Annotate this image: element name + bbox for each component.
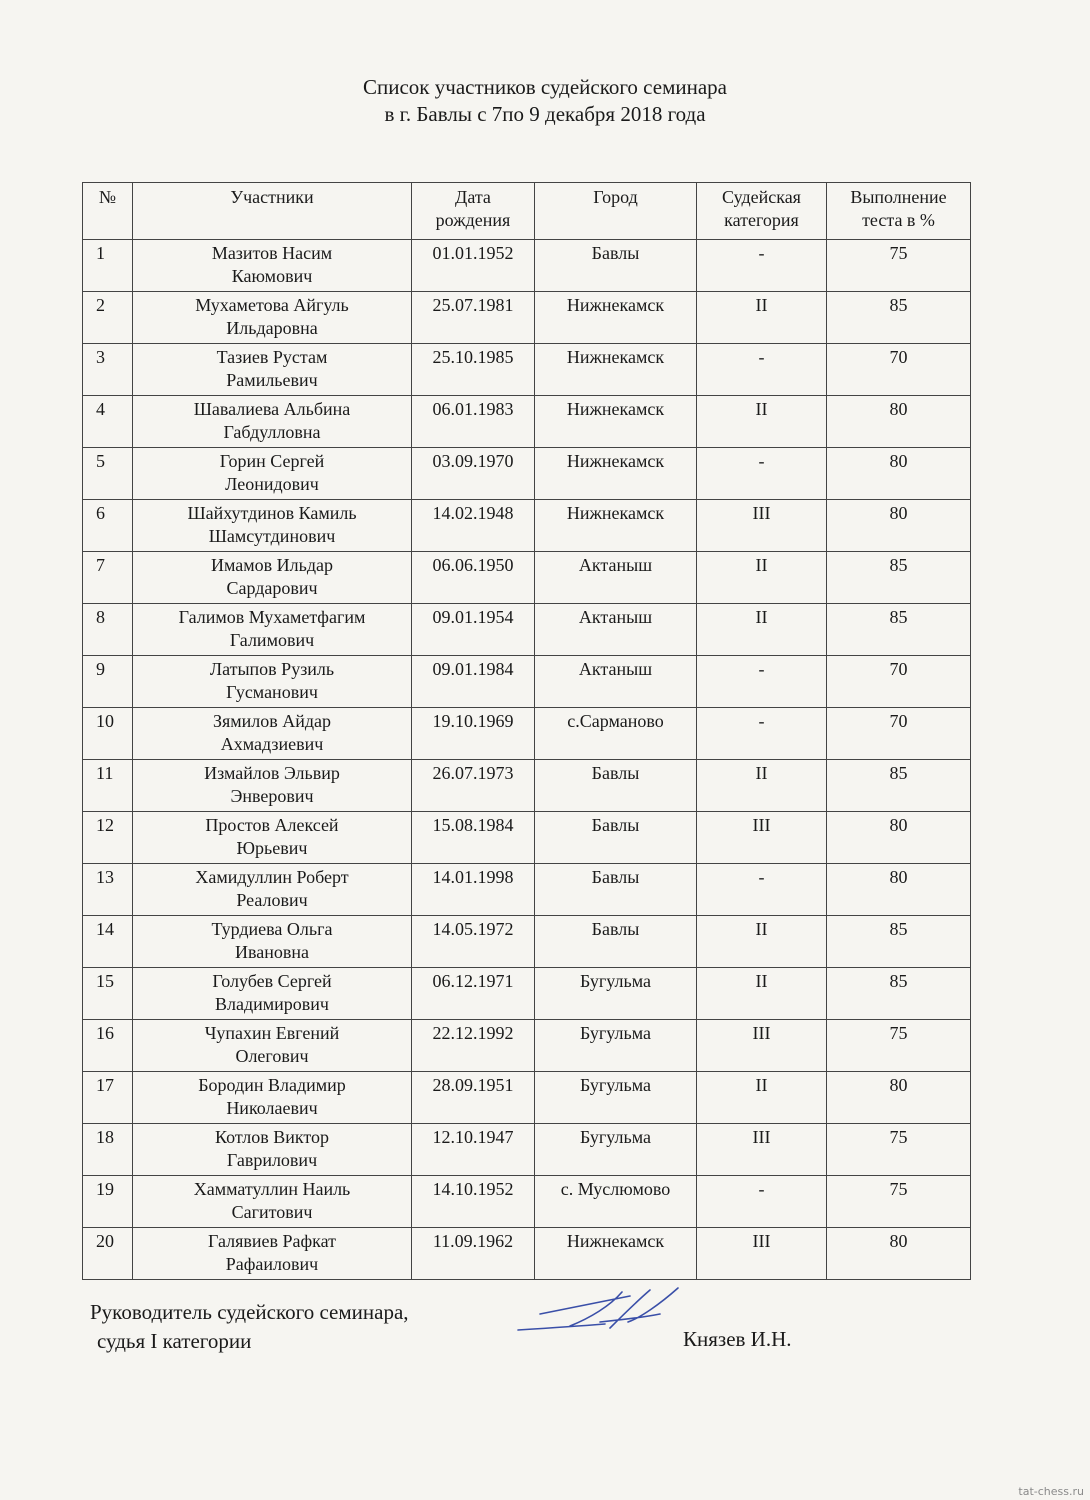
cell-score: 70: [827, 708, 971, 760]
cell-participant-name: [133, 916, 412, 968]
cell-city: Нижнекамск: [535, 344, 697, 396]
cell-category: II: [697, 968, 827, 1020]
cell-participant-name-line1: Тазиев Рустам: [216, 347, 328, 367]
cell-participant-name-line2: Ахмадзиевич: [220, 734, 324, 754]
cell-city: Актаныш: [535, 604, 697, 656]
table-row: [83, 760, 971, 812]
signature-role-line1: Руководитель судейского семинара,: [90, 1300, 409, 1324]
cell-city: Бавлы: [535, 812, 697, 864]
table-row: [83, 1228, 971, 1280]
cell-category: -: [697, 656, 827, 708]
cell-birth-date: 01.01.1952: [412, 240, 535, 292]
header-score: [827, 183, 971, 240]
cell-category: II: [697, 552, 827, 604]
cell-city: Бугульма: [535, 1072, 697, 1124]
cell-num: 11: [83, 760, 133, 812]
cell-score: 85: [827, 916, 971, 968]
cell-num: 1: [83, 240, 133, 292]
header-score-line1: Выполнение: [850, 187, 947, 207]
cell-participant-name-line2: Шамсутдинович: [208, 526, 336, 546]
cell-category: II: [697, 1072, 827, 1124]
cell-num: 13: [83, 864, 133, 916]
signature-role: [90, 1298, 409, 1356]
cell-birth-date: 15.08.1984: [412, 812, 535, 864]
cell-participant-name-line1: Простов Алексей: [205, 815, 339, 835]
cell-birth-date: 25.10.1985: [412, 344, 535, 396]
table-row: [83, 604, 971, 656]
cell-participant-name: [133, 968, 412, 1020]
table-row: [83, 656, 971, 708]
cell-participant-name-line2: Энверович: [230, 786, 314, 806]
cell-city: с.Сарманово: [535, 708, 697, 760]
cell-num: 8: [83, 604, 133, 656]
cell-category: -: [697, 448, 827, 500]
cell-num: 14: [83, 916, 133, 968]
cell-participant-name-line2: Галимович: [229, 630, 315, 650]
cell-participant-name: [133, 656, 412, 708]
cell-num: 16: [83, 1020, 133, 1072]
cell-score: 80: [827, 864, 971, 916]
header-participants: Участники: [133, 183, 412, 240]
cell-city: Нижнекамск: [535, 448, 697, 500]
cell-participant-name-line2: Реалович: [236, 890, 308, 910]
cell-birth-date: 11.09.1962: [412, 1228, 535, 1280]
cell-num: 9: [83, 656, 133, 708]
table-row: [83, 864, 971, 916]
cell-participant-name: [133, 552, 412, 604]
cell-participant-name: [133, 292, 412, 344]
table-row: [83, 240, 971, 292]
cell-participant-name: [133, 344, 412, 396]
table-row: [83, 344, 971, 396]
cell-category: II: [697, 292, 827, 344]
cell-participant-name-line2: Леонидович: [225, 474, 319, 494]
cell-score: 80: [827, 448, 971, 500]
cell-participant-name: [133, 604, 412, 656]
cell-category: II: [697, 604, 827, 656]
cell-category: -: [697, 708, 827, 760]
cell-participant-name: [133, 708, 412, 760]
cell-num: 5: [83, 448, 133, 500]
cell-score: 80: [827, 500, 971, 552]
cell-participant-name-line1: Шайхутдинов Камиль: [187, 503, 357, 523]
cell-city: Бавлы: [535, 864, 697, 916]
cell-participant-name-line2: Гусманович: [226, 682, 318, 702]
cell-participant-name-line2: Габдулловна: [223, 422, 321, 442]
header-num: №: [83, 183, 133, 240]
cell-city: Нижнекамск: [535, 500, 697, 552]
cell-category: III: [697, 1124, 827, 1176]
cell-participant-name: [133, 500, 412, 552]
title-line-1: Список участников судейского семинара: [363, 75, 727, 99]
table-row: [83, 1176, 971, 1228]
cell-participant-name-line1: Котлов Виктор: [214, 1127, 330, 1147]
cell-participant-name-line1: Латыпов Рузиль: [209, 659, 335, 679]
cell-participant-name: [133, 1020, 412, 1072]
table-row: [83, 1124, 971, 1176]
cell-birth-date: 14.02.1948: [412, 500, 535, 552]
cell-num: 4: [83, 396, 133, 448]
document-title: [0, 74, 1090, 128]
cell-participant-name-line1: Хамматуллин Наиль: [193, 1179, 351, 1199]
cell-category: III: [697, 812, 827, 864]
cell-score: 80: [827, 812, 971, 864]
cell-participant-name-line1: Хамидуллин Роберт: [195, 867, 349, 887]
header-category: [697, 183, 827, 240]
cell-num: 20: [83, 1228, 133, 1280]
cell-participant-name-line2: Николаевич: [226, 1098, 318, 1118]
cell-participant-name: [133, 240, 412, 292]
header-birth-date: [412, 183, 535, 240]
cell-participant-name-line1: Измайлов Эльвир: [204, 763, 340, 783]
cell-participant-name-line1: Чупахин Евгений: [204, 1023, 340, 1043]
cell-num: 7: [83, 552, 133, 604]
cell-num: 3: [83, 344, 133, 396]
cell-score: 75: [827, 1124, 971, 1176]
cell-birth-date: 25.07.1981: [412, 292, 535, 344]
cell-city: Бугульма: [535, 1020, 697, 1072]
cell-participant-name-line2: Каюмович: [231, 266, 313, 286]
cell-participant-name-line1: Шавалиева Альбина: [193, 399, 351, 419]
table-row: [83, 1072, 971, 1124]
cell-score: 85: [827, 760, 971, 812]
cell-participant-name-line2: Рафаилович: [225, 1254, 319, 1274]
table-row: [83, 1020, 971, 1072]
cell-num: 18: [83, 1124, 133, 1176]
cell-birth-date: 06.12.1971: [412, 968, 535, 1020]
cell-birth-date: 22.12.1992: [412, 1020, 535, 1072]
cell-birth-date: 06.01.1983: [412, 396, 535, 448]
cell-city: Нижнекамск: [535, 292, 697, 344]
cell-participant-name-line1: Зямилов Айдар: [212, 711, 332, 731]
cell-score: 85: [827, 968, 971, 1020]
cell-birth-date: 03.09.1970: [412, 448, 535, 500]
cell-participant-name-line2: Олегович: [235, 1046, 309, 1066]
header-city: Город: [535, 183, 697, 240]
cell-city: Бавлы: [535, 240, 697, 292]
cell-score: 75: [827, 1020, 971, 1072]
cell-category: -: [697, 1176, 827, 1228]
cell-score: 80: [827, 1072, 971, 1124]
cell-num: 12: [83, 812, 133, 864]
title-line-2: в г. Бавлы с 7по 9 декабря 2018 года: [384, 102, 706, 126]
table-row: [83, 292, 971, 344]
cell-category: II: [697, 760, 827, 812]
table-header-row: [83, 183, 971, 240]
table-row: [83, 968, 971, 1020]
cell-num: 17: [83, 1072, 133, 1124]
cell-city: Актаныш: [535, 656, 697, 708]
cell-participant-name-line2: Рамильевич: [226, 370, 318, 390]
table-row: [83, 812, 971, 864]
cell-participant-name: [133, 864, 412, 916]
cell-city: Бавлы: [535, 760, 697, 812]
cell-birth-date: 09.01.1954: [412, 604, 535, 656]
cell-participant-name-line1: Голубев Сергей: [212, 971, 332, 991]
header-score-line2: теста в %: [862, 210, 935, 230]
cell-participant-name-line1: Горин Сергей: [219, 451, 325, 471]
cell-participant-name-line2: Сагитович: [231, 1202, 313, 1222]
cell-score: 85: [827, 552, 971, 604]
cell-participant-name-line1: Имамов Ильдар: [211, 555, 333, 575]
cell-participant-name: [133, 1176, 412, 1228]
cell-participant-name-line2: Юрьевич: [236, 838, 308, 858]
cell-category: -: [697, 864, 827, 916]
cell-category: -: [697, 344, 827, 396]
cell-participant-name: [133, 1228, 412, 1280]
cell-birth-date: 09.01.1984: [412, 656, 535, 708]
cell-participant-name-line1: Галявиев Рафкат: [207, 1231, 336, 1251]
cell-category: III: [697, 1020, 827, 1072]
cell-birth-date: 14.05.1972: [412, 916, 535, 968]
cell-city: Актаныш: [535, 552, 697, 604]
watermark: tat-chess.ru: [1018, 1485, 1084, 1498]
cell-city: Бугульма: [535, 968, 697, 1020]
cell-category: II: [697, 916, 827, 968]
cell-participant-name-line1: Мазитов Насим: [211, 243, 333, 263]
cell-birth-date: 12.10.1947: [412, 1124, 535, 1176]
cell-participant-name-line2: Ильдаровна: [226, 318, 318, 338]
table-row: [83, 916, 971, 968]
cell-participant-name: [133, 812, 412, 864]
cell-participant-name-line1: Турдиева Ольга: [211, 919, 333, 939]
cell-participant-name-line2: Сардарович: [226, 578, 318, 598]
cell-participant-name-line1: Бородин Владимир: [198, 1075, 346, 1095]
cell-city: с. Муслюмово: [535, 1176, 697, 1228]
handwritten-signature: [510, 1282, 690, 1342]
cell-category: III: [697, 1228, 827, 1280]
cell-score: 85: [827, 292, 971, 344]
cell-participant-name-line1: Мухаметова Айгуль: [195, 295, 349, 315]
table-row: [83, 552, 971, 604]
cell-birth-date: 28.09.1951: [412, 1072, 535, 1124]
signatory-name: Князев И.Н.: [683, 1327, 792, 1351]
cell-score: 80: [827, 396, 971, 448]
cell-city: Нижнекамск: [535, 1228, 697, 1280]
cell-participant-name: [133, 448, 412, 500]
cell-city: Бавлы: [535, 916, 697, 968]
cell-category: III: [697, 500, 827, 552]
cell-participant-name-line2: Владимирович: [215, 994, 329, 1014]
cell-birth-date: 06.06.1950: [412, 552, 535, 604]
cell-participant-name-line2: Гаврилович: [226, 1150, 318, 1170]
cell-score: 75: [827, 1176, 971, 1228]
cell-num: 6: [83, 500, 133, 552]
cell-num: 19: [83, 1176, 133, 1228]
cell-score: 75: [827, 240, 971, 292]
cell-num: 2: [83, 292, 133, 344]
signature-role-line2: судья I категории: [97, 1329, 252, 1353]
cell-participant-name-line2: Ивановна: [234, 942, 309, 962]
table-row: [83, 500, 971, 552]
header-birth-date-line2: рождения: [435, 210, 511, 230]
cell-num: 10: [83, 708, 133, 760]
participants-table: [82, 182, 971, 1280]
cell-city: Бугульма: [535, 1124, 697, 1176]
cell-birth-date: 19.10.1969: [412, 708, 535, 760]
table-row: [83, 396, 971, 448]
cell-participant-name: [133, 396, 412, 448]
cell-birth-date: 26.07.1973: [412, 760, 535, 812]
cell-category: II: [697, 396, 827, 448]
header-category-line1: Судейская: [722, 187, 801, 207]
header-birth-date-line1: Дата: [455, 187, 491, 207]
cell-participant-name: [133, 1072, 412, 1124]
header-category-line2: категория: [724, 210, 799, 230]
cell-participant-name: [133, 760, 412, 812]
cell-city: Нижнекамск: [535, 396, 697, 448]
cell-score: 85: [827, 604, 971, 656]
table-row: [83, 708, 971, 760]
table-row: [83, 448, 971, 500]
cell-score: 70: [827, 656, 971, 708]
cell-participant-name-line1: Галимов Мухаметфагим: [178, 607, 366, 627]
cell-num: 15: [83, 968, 133, 1020]
cell-participant-name: [133, 1124, 412, 1176]
cell-category: -: [697, 240, 827, 292]
cell-score: 70: [827, 344, 971, 396]
cell-birth-date: 14.10.1952: [412, 1176, 535, 1228]
cell-birth-date: 14.01.1998: [412, 864, 535, 916]
cell-score: 80: [827, 1228, 971, 1280]
